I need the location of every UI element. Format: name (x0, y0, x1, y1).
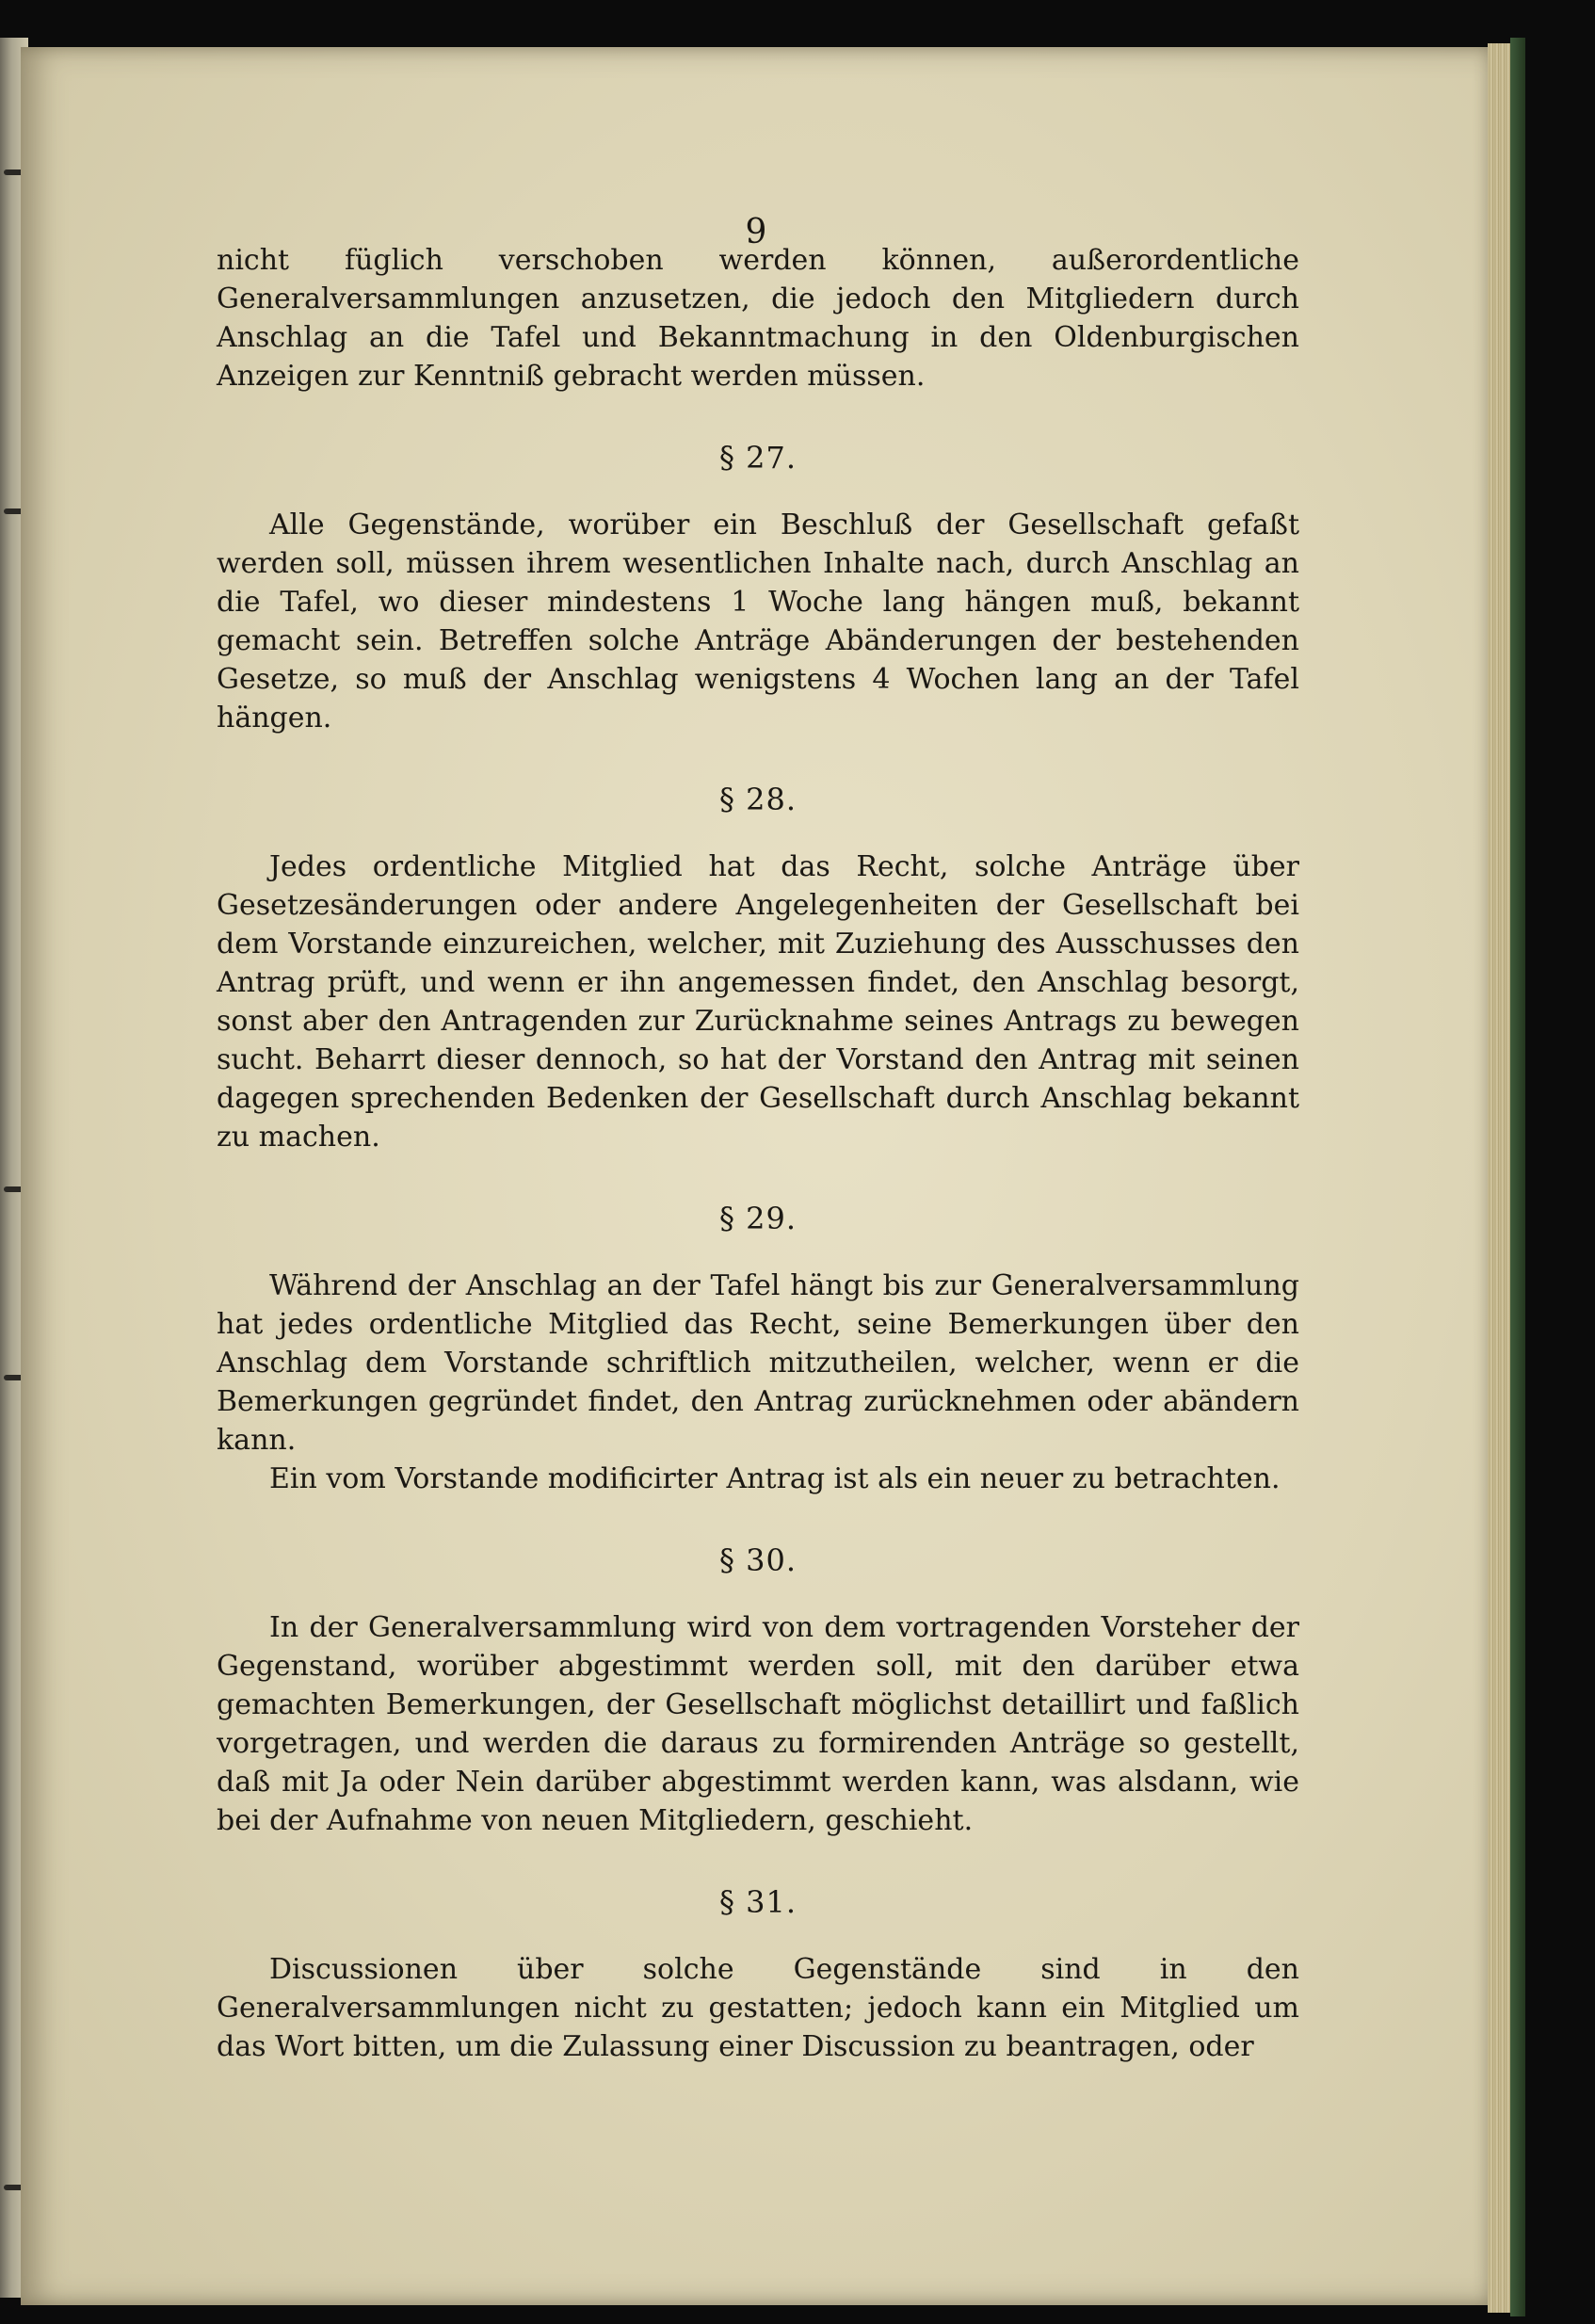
book-cover-edge (1510, 38, 1525, 2316)
paragraph: nicht füglich verschoben werden können, außerordentliche Generalversammlungen anzusetzen, die jedoch den Mitgliedern durch Anschlag an die Tafel und Bekanntmachung in den Oldenburgischen Anzeigen zur Kenntniß gebracht werden müssen. (217, 244, 1299, 393)
page-edges (1488, 43, 1510, 2313)
section-heading: § 27. (718, 440, 798, 476)
paragraph: Ein vom Vorstande modificirter Antrag ist als ein neuer zu betrachten. (269, 1462, 1281, 1495)
section-heading: § 30. (718, 1542, 798, 1578)
body-text (217, 241, 1299, 2066)
section-heading: § 29. (718, 1201, 798, 1236)
section-heading: § 28. (718, 782, 798, 817)
paragraph: In der Generalversammlung wird von dem vortragenden Vorsteher der Gegenstand, worüber abgestimmt werden soll, mit den darüber etwa gemachten Bemerkungen, der Gesellschaft möglichst detaillirt und faßlich vorgetragen, und werden die daraus zu formirenden Anträge so gestellt, daß mit Ja oder Nein darüber abgestimmt werden kann, was alsdann, wie bei der Aufnahme von neuen Mitgliedern, geschieht. (217, 1611, 1299, 1837)
section-heading: § 31. (718, 1884, 798, 1920)
paragraph: Alle Gegenstände, worüber ein Beschluß der Gesellschaft gefaßt werden soll, müssen ihrem wesentlichen Inhalte nach, durch Anschlag an die Tafel, wo dieser mindestens 1 Woche lang hängen muß, bekannt gemacht sein. Betreffen solche Anträge Abänderungen der bestehenden Gesetze, so muß der Anschlag wenigstens 4 Wochen lang an der Tafel hängen. (217, 508, 1299, 734)
paragraph: Jedes ordentliche Mitglied hat das Recht, solche Anträge über Gesetzesänderungen oder andere Angelegenheiten der Gesellschaft bei dem Vorstande einzureichen, welcher, mit Zuziehung des Ausschusses den Antrag prüft, und wenn er ihn angemessen findet, den Anschlag besorgt, sonst aber den Antragenden zur Zurücknahme seines Antrags zu bewegen sucht. Beharrt dieser dennoch, so hat der Vorstand den Antrag mit seinen dagegen sprechenden Bedenken der Gesellschaft durch Anschlag bekannt zu machen. (217, 850, 1299, 1154)
paragraph: Während der Anschlag an der Tafel hängt bis zur Generalversammlung hat jedes ordentliche Mitglied das Recht, seine Bemerkungen über den Anschlag dem Vorstande schriftlich mitzutheilen, welcher, wenn er die Bemerkungen gegründet findet, den Antrag zurücknehmen oder abändern kann. (217, 1269, 1299, 1457)
page-number: 9 (745, 213, 767, 251)
paragraph: Discussionen über solche Gegenstände sind in den Generalversammlungen nicht zu gestatten; jedoch kann ein Mitglied um das Wort bitten, um die Zulassung einer Discussion zu beantragen, oder (217, 1953, 1299, 2063)
